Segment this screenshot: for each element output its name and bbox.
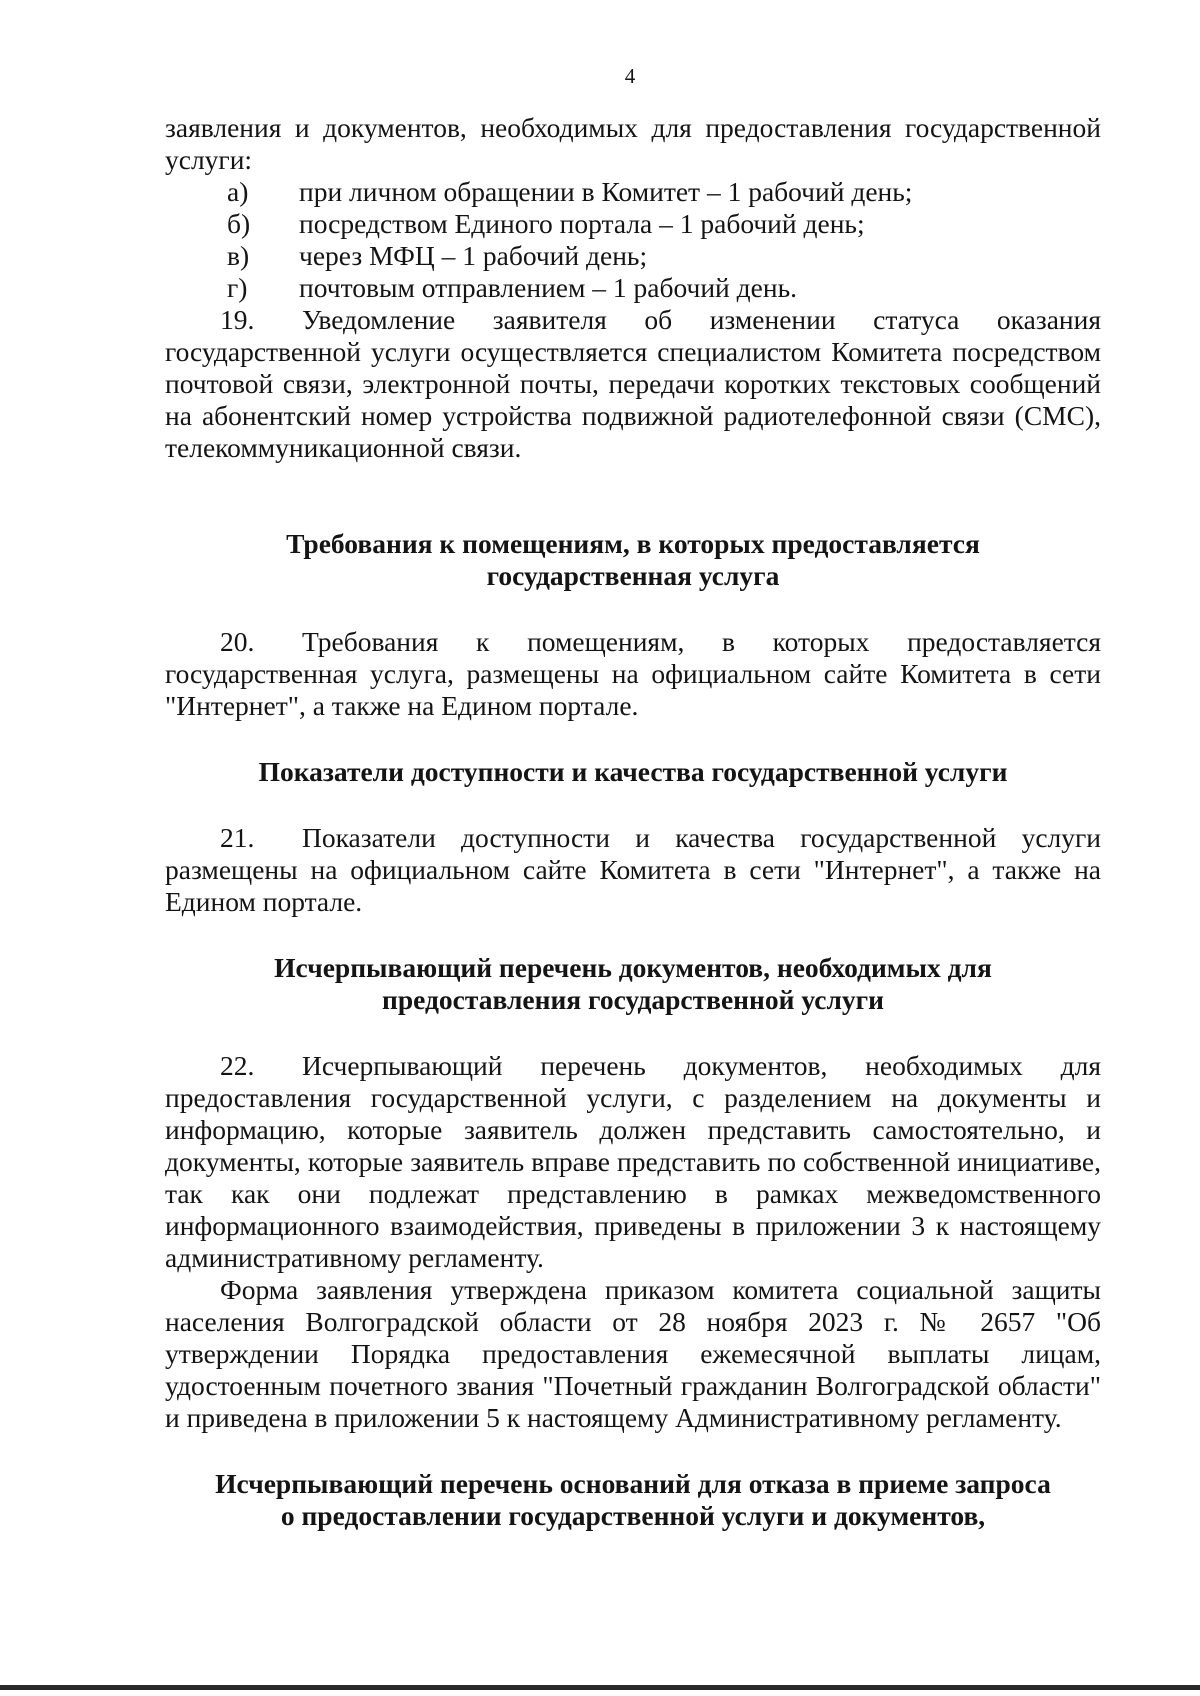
paragraph-text: Показатели доступности и качества государственной услуги размещены на официальном сайте Комитета в сети "Интернет", а также на Едином портале. (165, 822, 1101, 917)
page-number: 4 (624, 64, 636, 88)
paragraph-21 (165, 822, 1101, 918)
heading-line: государственная услуга (486, 560, 780, 591)
paragraph-number: 20. (220, 626, 255, 657)
list-item (165, 240, 1101, 272)
paragraph-22 (165, 1050, 1101, 1274)
paragraph-20 (165, 626, 1101, 722)
list-item-text: при личном обращении в Комитет – 1 рабочий день; (299, 176, 913, 207)
list-item-letter: г) (227, 272, 248, 303)
list-item-text: через МФЦ – 1 рабочий день; (299, 240, 648, 271)
document-body (165, 112, 1101, 1532)
list-item-text: посредством Единого портала – 1 рабочий день; (299, 208, 865, 239)
section-heading-premises (165, 528, 1101, 592)
section-heading-refusal (165, 1468, 1101, 1532)
paragraph-text: Уведомление заявителя об изменении статуса оказания государственной услуги осуществляется специалистом Комитета посредством почтовой связи, электронной почты, передачи коротких текстовых сообщений на абонентский номер устройства подвижной радиотелефонной связи (СМС), телекоммуникационной связи. (165, 304, 1101, 463)
scan-edge-line (0, 1685, 1200, 1690)
list-item (165, 208, 1101, 240)
paragraph-text: Требования к помещениям, в которых предоставляется государственная услуга, размещены на официальном сайте Комитета в сети "Интернет", а также на Едином портале. (165, 626, 1101, 721)
heading-line: Показатели доступности и качества государственной услуги (258, 756, 1008, 787)
list-item (165, 272, 1101, 304)
paragraph-number: 22. (220, 1050, 255, 1081)
list-item-letter: б) (227, 208, 251, 239)
paragraph-number: 21. (220, 822, 255, 853)
paragraph-19 (165, 304, 1101, 464)
paragraph-number: 19. (220, 304, 255, 335)
heading-line: Требования к помещениям, в которых предоставляется (286, 528, 980, 559)
heading-line: предоставления государственной услуги (382, 984, 884, 1015)
section-heading-quality (165, 756, 1101, 788)
list-item (165, 176, 1101, 208)
heading-line: о предоставлении государственной услуги и документов, (280, 1500, 986, 1531)
deadline-list (165, 176, 1101, 304)
heading-line: Исчерпывающий перечень оснований для отказа в приеме запроса (215, 1468, 1051, 1499)
paragraph-form: Форма заявления утверждена приказом комитета социальной защиты населения Волгоградской области от 28 ноября 2023 г. № 2657 "Об утверждении Порядка предоставления ежемесячной выплаты лицам, удостоенным почетного звания "Почетный гражданин Волгоградской области" и приведена в приложении 5 к настоящему Административному регламенту. (165, 1274, 1101, 1433)
intro-paragraph: заявления и документов, необходимых для предоставления государственной услуги: (165, 112, 1101, 175)
list-item-text: почтовым отправлением – 1 рабочий день. (299, 272, 797, 303)
section-heading-documents (165, 952, 1101, 1016)
list-item-letter: в) (227, 240, 250, 271)
paragraph-text: Исчерпывающий перечень документов, необходимых для предоставления государственной услуги, с разделением на документы и информацию, которые заявитель должен представить самостоятельно, и документы, которые заявитель вправе представить по собственной инициативе, так как они подлежат представлению в рамках межведомственного информационного взаимодействия, приведены в приложении 3 к настоящему административному регламенту. (165, 1050, 1101, 1273)
list-item-letter: а) (227, 176, 249, 207)
heading-line: Исчерпывающий перечень документов, необходимых для (274, 952, 992, 983)
